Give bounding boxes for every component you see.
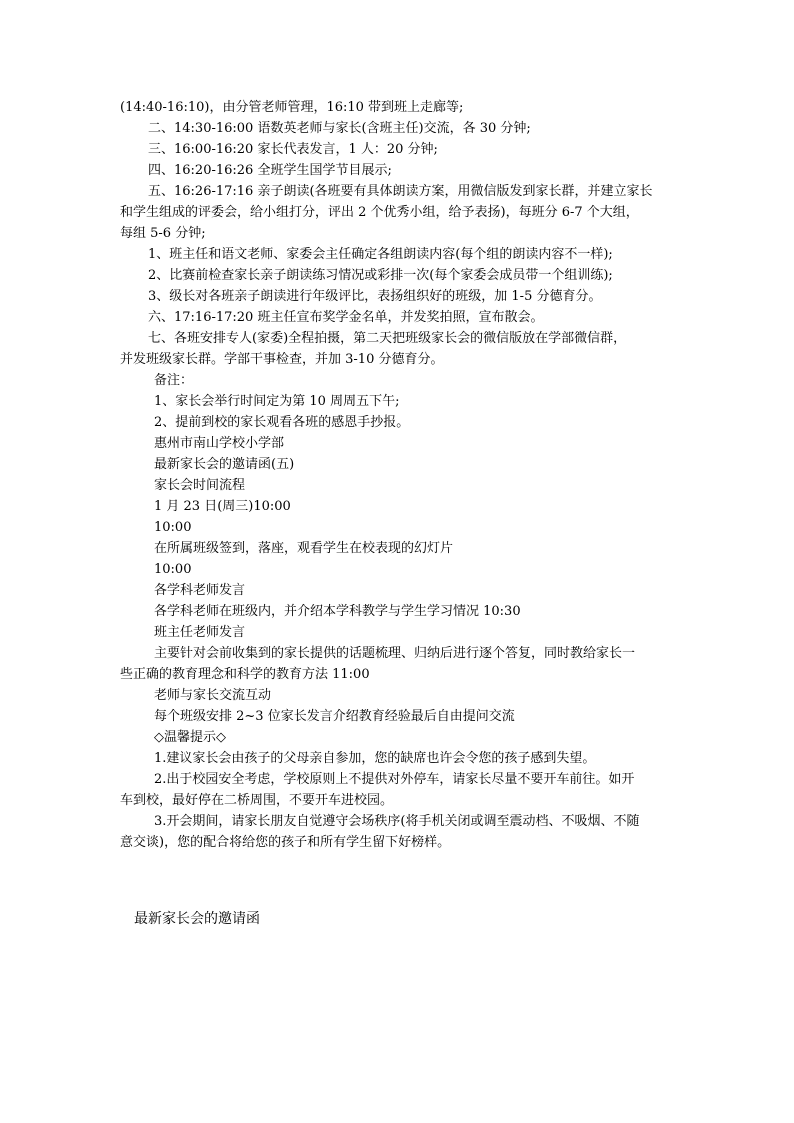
text-line: 备注： [154,373,194,388]
text-line: 主要针对会前收集到的家长提供的话题梳理、归纳后进行逐个答复，同时教给家长一 [154,646,636,661]
text-line: 各学科老师在班级内，并介绍本学科教学与学生学习情况 10:30 [154,604,521,619]
footer-title: 最新家长会的邀请函 [134,911,260,927]
text-line: 1、家长会举行时间定为第 10 周周五下午; [154,394,400,409]
text-line: 老师与家长交流互动 [154,688,272,703]
text-line: 班主任老师发言 [154,625,246,640]
text-line: 最新家长会的邀请函(五) [154,457,295,472]
text-line: 2、提前到校的家长观看各班的感恩手抄报。 [154,415,410,430]
text-line: 二、14:30-16:00 语数英老师与家长(含班主任)交流，各 30 分钟; [148,121,531,136]
text-line: 三、16:00-16:20 家长代表发言，1 人：20 分钟; [148,142,438,157]
text-line: 2.出于校园安全考虑，学校原则上不提供对外停车，请家长尽量不要开车前往。如开 [154,772,635,787]
text-line: 六、17:16-17:20 班主任宣布奖学金名单，并发奖拍照，宣布散会。 [148,310,544,325]
text-line: 七、各班安排专人(家委)全程拍摄，第二天把班级家长会的微信版放在学部微信群， [148,331,627,346]
text-line: 3、级长对各班亲子朗读进行年级评比，表扬组织好的班级，加 1-5 分德育分。 [148,289,602,304]
text-line: 每组 5-6 分钟; [120,226,206,241]
text-line: 各学科老师发言 [154,583,246,598]
text-line: 1.建议家长会由孩子的父母亲自参加，您的缺席也许会令您的孩子感到失望。 [154,751,596,766]
text-line: 和学生组成的评委会，给小组打分，评出 2 个优秀小组，给予表扬)，每班分 6-7 个大组， [120,205,639,220]
text-line: 在所属班级签到，落座，观看学生在校表现的幻灯片 [154,541,454,556]
text-line: ◇温馨提示◇ [154,730,226,745]
text-line: 些正确的教育理念和科学的教育方法 11:00 [120,667,370,682]
text-line: 并发班级家长群。学部干事检查，并加 3-10 分德育分。 [120,352,444,367]
text-line: 四、16:20-16:26 全班学生国学节目展示; [148,163,392,178]
text-line: 车到校，最好停在二桥周围，不要开车进校园。 [120,793,394,808]
text-line: 家长会时间流程 [154,478,246,493]
text-line: 10:00 [154,520,192,535]
text-line: 10:00 [154,562,192,577]
text-line: 1、班主任和语文老师、家委会主任确定各组朗读内容(每个组的朗读内容不一样); [148,247,613,262]
text-line: 1 月 23 日(周三)10:00 [154,499,291,514]
text-line: 惠州市南山学校小学部 [154,436,285,451]
text-line: 五、16:26-17:16 亲子朗读(各班要有具体朗读方案，用微信版发到家长群，并建立家长 [148,184,653,199]
text-line: 每个班级安排 2~3 位家长发言介绍教育经验最后自由提问交流 [154,709,515,724]
text-line: 2、比赛前检查家长亲子朗读练习情况或彩排一次(每个家委会成员带一个组训练); [148,268,613,283]
text-line: 3.开会期间，请家长朋友自觉遵守会场秩序(将手机关闭或调至震动档、不吸烟、不随 [154,814,640,829]
text-line: (14:40-16:10)，由分管老师管理，16:10 带到班上走廊等; [120,100,464,115]
text-line: 意交谈)，您的配合将给您的孩子和所有学生留下好榜样。 [120,835,451,850]
